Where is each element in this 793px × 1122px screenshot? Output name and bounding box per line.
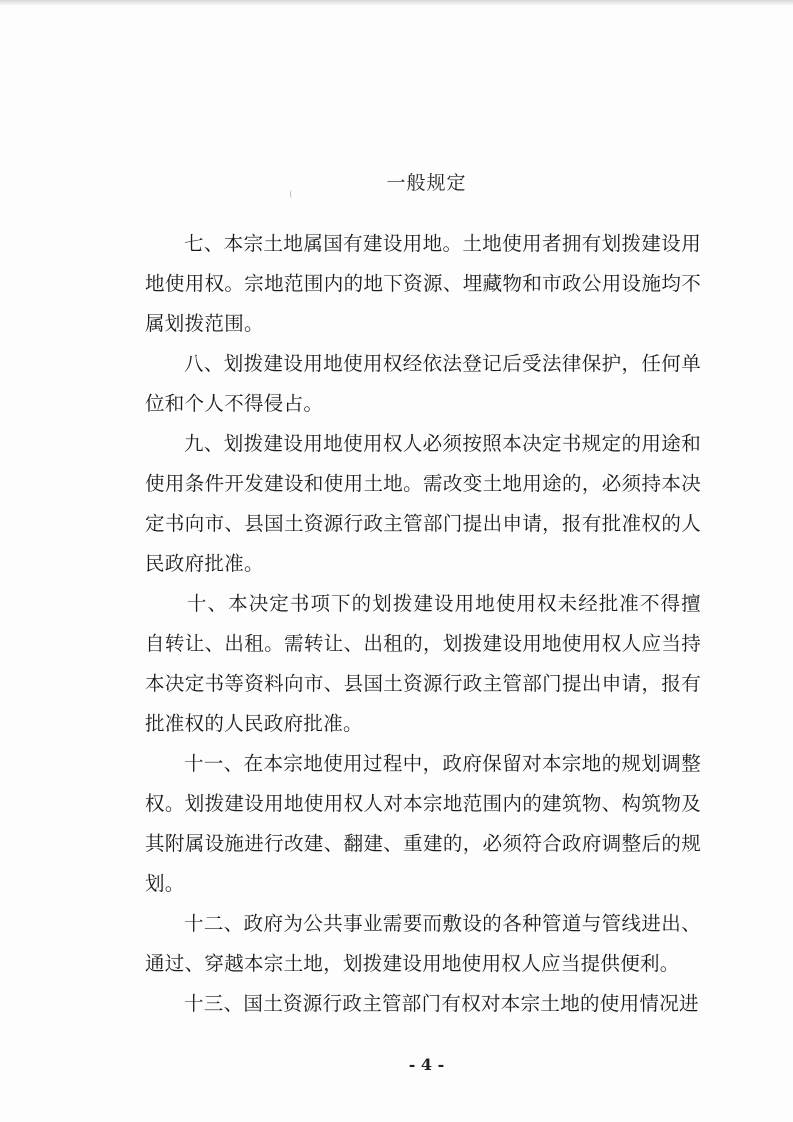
document-body (145, 224, 701, 1024)
paragraph-9: 九、划拨建设用地使用权人必须按照本决定书规定的用途和使用条件开发建设和使用土地。需改变土地用途的，必须持本决定书向市、县国土资源行政主管部门提出申请，报有批准权的人民政府批准。 (145, 432, 701, 575)
paragraph-8: 八、划拨建设用地使用权经依法登记后受法律保护，任何单位和个人不得侵占。 (145, 352, 701, 415)
paragraph-12: 十二、政府为公共事业需要而敷设的各种管道与管线进出、通过、穿越本宗土地，划拨建设用地使用权人应当提供便利。 (145, 912, 701, 975)
paragraph-10: 十、本决定书项下的划拨建设用地使用权未经批准不得擅自转让、出租。需转让、出租的，划拨建设用地使用权人应当持本决定书等资料向市、县国土资源行政主管部门提出申请，报有批准权的人民政府批准。 (145, 592, 701, 735)
scan-edge (0, 0, 793, 6)
paragraph-13: 十三、国土资源行政主管部门有权对本宗土地的使用情况进 (184, 992, 699, 1015)
page-number: - 4 - (408, 1055, 445, 1074)
paragraph-11: 十一、在本宗地使用过程中，政府保留对本宗地的规划调整权。划拨建设用地使用权人对本宗地范围内的建筑物、构筑物及其附属设施进行改建、翻建、重建的，必须符合政府调整后的规划。 (145, 752, 701, 895)
section-title: 一般规定 (386, 172, 467, 194)
paragraph-7: 七、本宗土地属国有建设用地。土地使用者拥有划拨建设用地使用权。宗地范围内的地下资源、埋藏物和市政公用设施均不属划拨范围。 (145, 232, 701, 335)
